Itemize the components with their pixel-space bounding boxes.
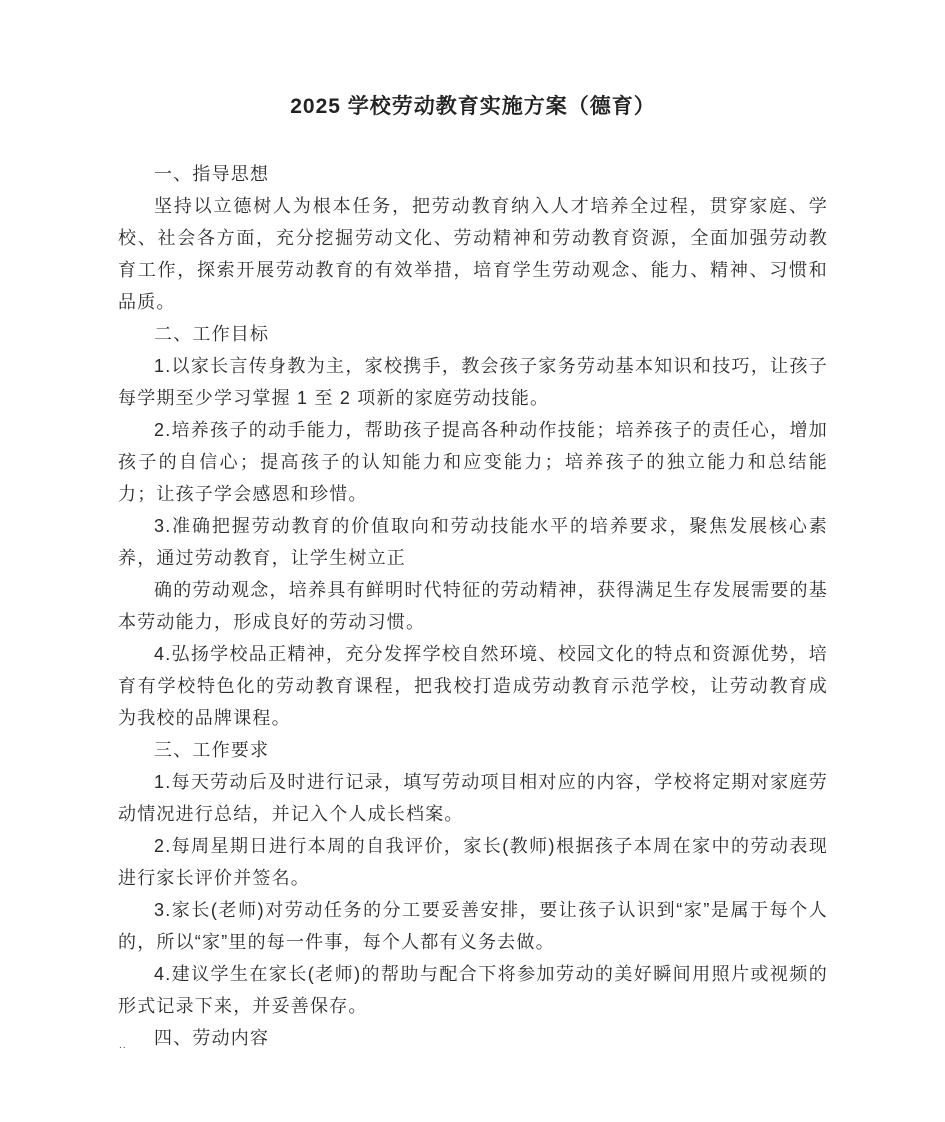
section-heading-work-goals: 二、工作目标 [154,324,270,344]
section-heading-guiding-ideology: 一、指导思想 [154,164,270,184]
paragraph-requirement-1: 1.每天劳动后及时进行记录，填写劳动项目相对应的内容，学校将定期对家庭劳动情况进行总结，并记入个人成长档案。 [118,772,828,824]
paragraph-goal-1: 1.以家长言传身教为主，家校携手，教会孩子家务劳动基本知识和技巧，让孩子每学期至少学习掌握 1 至 2 项新的家庭劳动技能。 [118,356,828,408]
paragraph-goal-4: 4.弘扬学校品正精神，充分发挥学校自然环境、校园文化的特点和资源优势，培育有学校特色化的劳动教育课程，把我校打造成劳动教育示范学校，让劳动教育成为我校的品牌课程。 [118,644,828,728]
footer-mark: .. [119,1040,127,1051]
paragraph-goal-3-part-2: 确的劳动观念，培养具有鲜明时代特征的劳动精神，获得满足生存发展需要的基本劳动能力，形成良好的劳动习惯。 [118,580,828,632]
section-heading-work-requirements: 三、工作要求 [154,740,270,760]
paragraph-guiding-ideology: 坚持以立德树人为根本任务，把劳动教育纳入人才培养全过程，贯穿家庭、学校、社会各方面，充分挖掘劳动文化、劳动精神和劳动教育资源，全面加强劳动教育工作，探索开展劳动教育的有效举措，培育学生劳动观念、能力、精神、习惯和品质。 [118,196,828,312]
paragraph-requirement-2: 2.每周星期日进行本周的自我评价，家长(教师)根据孩子本周在家中的劳动表现进行家长评价并签名。 [118,836,828,888]
paragraph-requirement-4: 4.建议学生在家长(老师)的帮助与配合下将参加劳动的美好瞬间用照片或视频的形式记录下来，并妥善保存。 [118,964,828,1016]
paragraph-goal-2: 2.培养孩子的动手能力，帮助孩子提高各种动作技能；培养孩子的责任心，增加孩子的自信心；提高孩子的认知能力和应变能力；培养孩子的独立能力和总结能力；让孩子学会感恩和珍惜。 [118,420,828,504]
section-heading-labor-content: 四、劳动内容 [154,1028,270,1048]
paragraph-requirement-3: 3.家长(老师)对劳动任务的分工要妥善安排，要让孩子认识到“家”是属于每个人的，所以“家”里的每一件事，每个人都有义务去做。 [118,900,828,952]
paragraph-goal-3-part-1: 3.准确把握劳动教育的价值取向和劳动技能水平的培养要求，聚焦发展核心素养，通过劳动教育，让学生树立正 [118,516,828,568]
document-title: 2025 学校劳动教育实施方案（德育） [290,95,656,118]
